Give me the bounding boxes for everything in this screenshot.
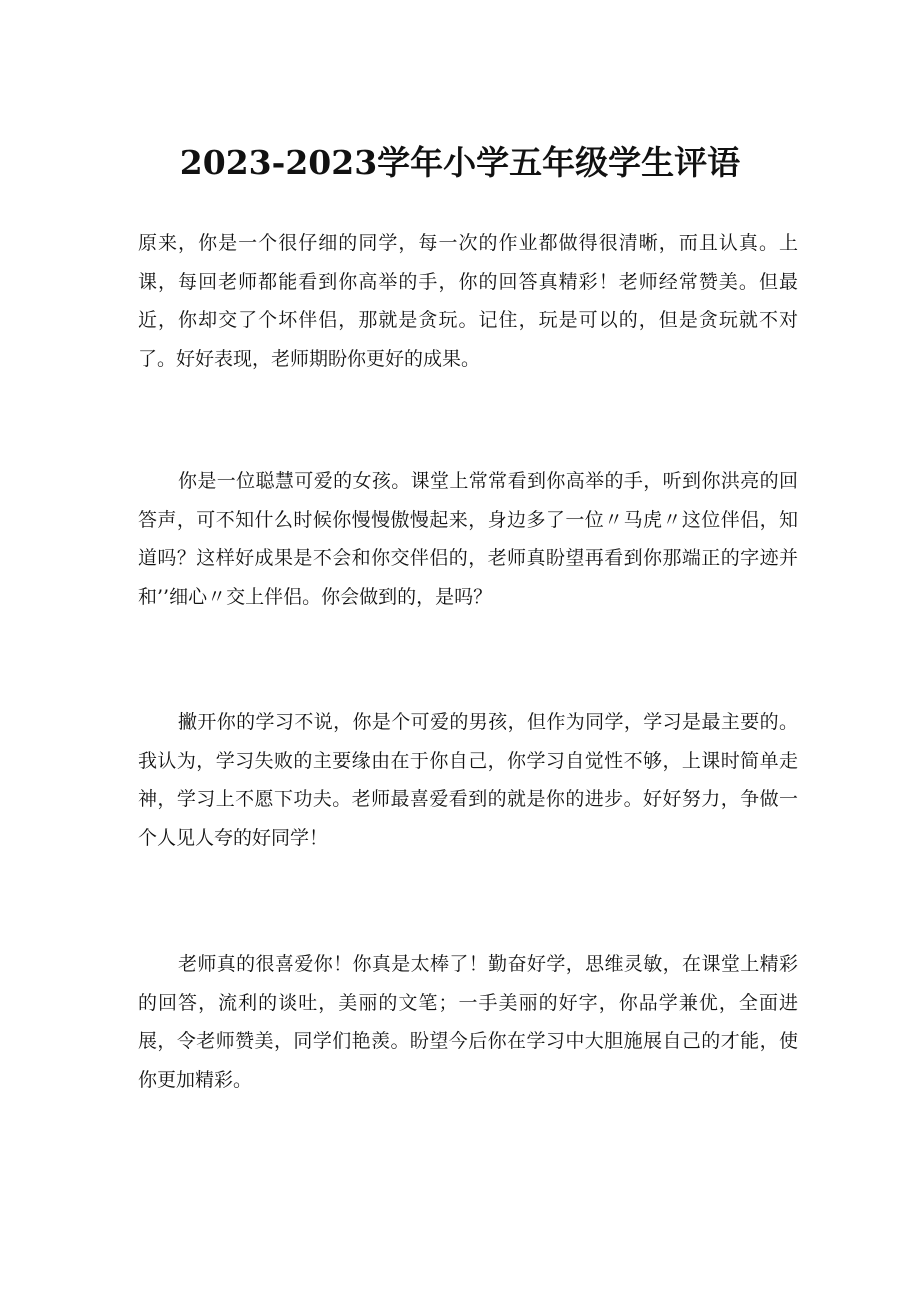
document-title: 2023-2023学年小学五年级学生评语 xyxy=(179,143,741,182)
comment-paragraph-4: 老师真的很喜爱你！你真是太棒了！勤奋好学，思维灵敏，在课堂上精彩的回答，流利的谈吐，美丽的文笔；一手美丽的好字，你品学兼优，全面进展，令老师赞美，同学们艳羡。盼望今后你在学习中大胆施展自己的才能，使你更加精彩。 xyxy=(138,953,798,1091)
comment-paragraph-1: 原来，你是一个很仔细的同学，每一次的作业都做得很清晰，而且认真。上课，每回老师都能看到你高举的手，你的回答真精彩！老师经常赞美。但最近，你却交了个坏伴侣，那就是贪玩。记住，玩是可以的，但是贪玩就不对了。好好表现，老师期盼你更好的成果。 xyxy=(138,232,798,370)
comment-paragraph-3: 撇开你的学习不说，你是个可爱的男孩，但作为同学，学习是最主要的。我认为，学习失败的主要缘由在于你自己，你学习自觉性不够，上课时简单走神，学习上不愿下功夫。老师最喜爱看到的就是你的进步。好好努力，争做一个人见人夸的好同学！ xyxy=(138,711,798,849)
comment-paragraph-2: 你是一位聪慧可爱的女孩。课堂上常常看到你高举的手，听到你洪亮的回答声，可不知什么时候你慢慢傲慢起来，身边多了一位〃马虎〃这位伴侣，知道吗？这样好成果是不会和你交伴侣的，老师真盼望再看到你那端正的字迹并和’’细心〃交上伴侣。你会做到的，是吗？ xyxy=(138,470,798,608)
